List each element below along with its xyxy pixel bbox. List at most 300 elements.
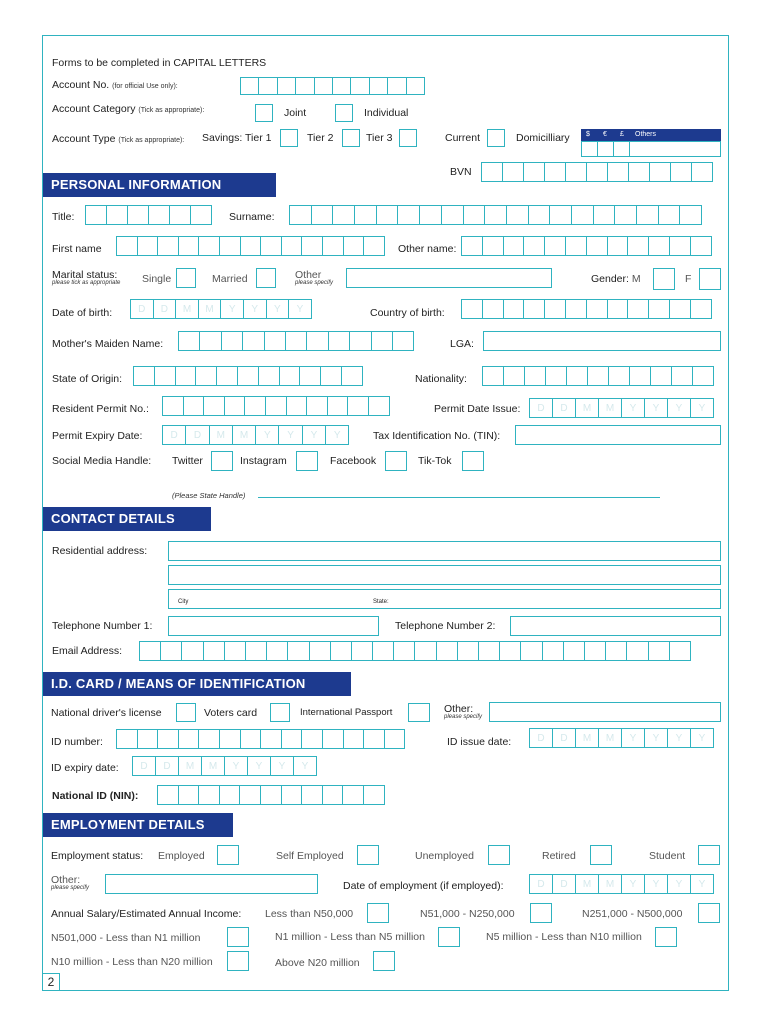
- char-cell[interactable]: [605, 641, 627, 661]
- char-cell[interactable]: [649, 162, 671, 182]
- permit-issue-cells[interactable]: [529, 398, 713, 418]
- char-cell[interactable]: [607, 299, 629, 319]
- char-cell[interactable]: [691, 162, 713, 182]
- char-cell[interactable]: Y: [667, 398, 691, 418]
- char-cell[interactable]: [258, 366, 280, 386]
- char-cell[interactable]: M: [175, 299, 199, 319]
- char-cell[interactable]: [299, 366, 321, 386]
- instagram-checkbox[interactable]: [296, 451, 318, 471]
- char-cell[interactable]: [237, 366, 259, 386]
- lga-field[interactable]: [483, 331, 721, 351]
- char-cell[interactable]: [376, 205, 399, 225]
- unemployed-checkbox[interactable]: [488, 845, 510, 865]
- char-cell[interactable]: [240, 77, 259, 95]
- tiktok-checkbox[interactable]: [462, 451, 484, 471]
- char-cell[interactable]: [286, 396, 308, 416]
- country-birth-cells[interactable]: [461, 299, 711, 319]
- tin-field[interactable]: [515, 425, 721, 445]
- other-name-cells[interactable]: [461, 236, 711, 256]
- char-cell[interactable]: [327, 396, 349, 416]
- char-cell[interactable]: [565, 236, 587, 256]
- student-checkbox[interactable]: [698, 845, 720, 865]
- char-cell[interactable]: [690, 236, 712, 256]
- char-cell[interactable]: [349, 331, 371, 351]
- char-cell[interactable]: [219, 729, 241, 749]
- char-cell[interactable]: [419, 205, 442, 225]
- surname-cells[interactable]: [289, 205, 701, 225]
- drivers-license-checkbox[interactable]: [176, 703, 196, 722]
- id-issue-cells[interactable]: [529, 728, 713, 748]
- joint-checkbox[interactable]: [255, 104, 273, 122]
- char-cell[interactable]: [245, 641, 267, 661]
- char-cell[interactable]: [342, 785, 364, 805]
- char-cell[interactable]: [106, 205, 128, 225]
- char-cell[interactable]: Y: [621, 398, 645, 418]
- char-cell[interactable]: [221, 331, 243, 351]
- char-cell[interactable]: [198, 729, 220, 749]
- char-cell[interactable]: [181, 641, 203, 661]
- passport-checkbox[interactable]: [408, 703, 430, 722]
- char-cell[interactable]: D: [529, 874, 553, 894]
- tier3-checkbox[interactable]: [399, 129, 417, 147]
- first-name-label: First name: [52, 243, 102, 255]
- currency-checkboxes[interactable]: [581, 141, 720, 157]
- char-cell[interactable]: [628, 162, 650, 182]
- salary-option-1-checkbox[interactable]: [367, 903, 389, 923]
- char-cell[interactable]: [482, 366, 504, 386]
- char-cell[interactable]: [565, 299, 587, 319]
- char-cell[interactable]: D: [552, 728, 576, 748]
- char-cell[interactable]: [690, 299, 712, 319]
- char-cell[interactable]: [306, 396, 328, 416]
- char-cell[interactable]: Y: [266, 299, 290, 319]
- char-cell[interactable]: Y: [644, 728, 668, 748]
- currency-usd-checkbox[interactable]: [581, 141, 598, 157]
- char-cell[interactable]: [524, 366, 546, 386]
- char-cell[interactable]: [523, 299, 545, 319]
- char-cell[interactable]: [148, 205, 170, 225]
- dob-cells[interactable]: [130, 299, 311, 319]
- salary-option-5-checkbox[interactable]: [438, 927, 460, 947]
- char-cell[interactable]: [414, 641, 436, 661]
- char-cell[interactable]: [289, 205, 312, 225]
- char-cell[interactable]: Y: [247, 756, 271, 776]
- salary-option-4-checkbox[interactable]: [227, 927, 249, 947]
- currency-header: [581, 129, 721, 141]
- char-cell[interactable]: [341, 366, 363, 386]
- char-cell[interactable]: M: [598, 874, 622, 894]
- char-cell[interactable]: [593, 205, 616, 225]
- char-cell[interactable]: M: [598, 728, 622, 748]
- char-cell[interactable]: M: [209, 425, 233, 445]
- char-cell[interactable]: Y: [278, 425, 302, 445]
- char-cell[interactable]: [133, 366, 155, 386]
- char-cell[interactable]: [506, 205, 529, 225]
- char-cell[interactable]: [586, 236, 608, 256]
- char-cell[interactable]: Y: [667, 728, 691, 748]
- char-cell[interactable]: [157, 729, 179, 749]
- char-cell[interactable]: M: [198, 299, 222, 319]
- char-cell[interactable]: [436, 641, 458, 661]
- char-cell[interactable]: [116, 236, 138, 256]
- char-cell[interactable]: [627, 236, 649, 256]
- char-cell[interactable]: [199, 331, 221, 351]
- char-cell[interactable]: [240, 236, 262, 256]
- char-cell[interactable]: [482, 299, 504, 319]
- char-cell[interactable]: Y: [690, 398, 714, 418]
- char-cell[interactable]: [566, 366, 588, 386]
- char-cell[interactable]: [478, 641, 500, 661]
- char-cell[interactable]: [266, 641, 288, 661]
- salary-option-8-checkbox[interactable]: [373, 951, 395, 971]
- char-cell[interactable]: [484, 205, 507, 225]
- char-cell[interactable]: [671, 366, 693, 386]
- char-cell[interactable]: [178, 729, 200, 749]
- char-cell[interactable]: [264, 331, 286, 351]
- char-cell[interactable]: [137, 729, 159, 749]
- first-name-cells[interactable]: [116, 236, 384, 256]
- char-cell[interactable]: [669, 299, 691, 319]
- char-cell[interactable]: [369, 77, 388, 95]
- char-cell[interactable]: [309, 641, 331, 661]
- char-cell[interactable]: [544, 236, 566, 256]
- char-cell[interactable]: Y: [224, 756, 248, 776]
- char-cell[interactable]: M: [178, 756, 202, 776]
- char-cell[interactable]: M: [575, 874, 599, 894]
- title-cells[interactable]: [85, 205, 211, 225]
- char-cell[interactable]: [157, 236, 179, 256]
- char-cell[interactable]: [397, 205, 420, 225]
- char-cell[interactable]: [523, 236, 545, 256]
- char-cell[interactable]: [162, 396, 184, 416]
- char-cell[interactable]: [648, 236, 670, 256]
- char-cell[interactable]: [351, 641, 373, 661]
- char-cell[interactable]: Y: [243, 299, 267, 319]
- char-cell[interactable]: [528, 205, 551, 225]
- char-cell[interactable]: [563, 641, 585, 661]
- char-cell[interactable]: D: [529, 398, 553, 418]
- char-cell[interactable]: [281, 729, 303, 749]
- handle-line[interactable]: [258, 497, 660, 498]
- char-cell[interactable]: [314, 77, 333, 95]
- char-cell[interactable]: [523, 162, 545, 182]
- char-cell[interactable]: [301, 729, 323, 749]
- char-cell[interactable]: [203, 641, 225, 661]
- char-cell[interactable]: [372, 641, 394, 661]
- char-cell[interactable]: [503, 366, 525, 386]
- char-cell[interactable]: [363, 785, 385, 805]
- char-cell[interactable]: [549, 205, 572, 225]
- char-cell[interactable]: [363, 729, 385, 749]
- char-cell[interactable]: [295, 77, 314, 95]
- char-cell[interactable]: [332, 205, 355, 225]
- char-cell[interactable]: [137, 236, 159, 256]
- char-cell[interactable]: [260, 785, 282, 805]
- char-cell[interactable]: [219, 236, 241, 256]
- char-cell[interactable]: [178, 236, 200, 256]
- nin-cells[interactable]: [157, 785, 384, 805]
- resident-permit-cells[interactable]: [162, 396, 389, 416]
- char-cell[interactable]: [368, 396, 390, 416]
- twitter-checkbox[interactable]: [211, 451, 233, 471]
- salary-option-6: N5 million - Less than N10 million: [486, 931, 642, 943]
- employment-other-field[interactable]: [105, 874, 318, 894]
- char-cell[interactable]: [648, 299, 670, 319]
- char-cell[interactable]: M: [232, 425, 256, 445]
- char-cell[interactable]: Y: [255, 425, 279, 445]
- char-cell[interactable]: Y: [220, 299, 244, 319]
- char-cell[interactable]: [544, 299, 566, 319]
- char-cell[interactable]: [571, 205, 594, 225]
- char-cell[interactable]: [279, 366, 301, 386]
- permit-expiry-cells[interactable]: [162, 425, 348, 445]
- facebook-checkbox[interactable]: [385, 451, 407, 471]
- char-cell[interactable]: [461, 236, 483, 256]
- char-cell[interactable]: [503, 236, 525, 256]
- char-cell[interactable]: [258, 77, 277, 95]
- employment-other-label: Other:: [51, 874, 81, 886]
- char-cell[interactable]: [461, 299, 483, 319]
- char-cell[interactable]: D: [552, 874, 576, 894]
- salary-option-7-checkbox[interactable]: [227, 951, 249, 971]
- individual-checkbox[interactable]: [335, 104, 353, 122]
- gender-m-checkbox[interactable]: [653, 268, 675, 290]
- char-cell[interactable]: [482, 236, 504, 256]
- char-cell[interactable]: Y: [288, 299, 312, 319]
- char-cell[interactable]: Y: [690, 874, 714, 894]
- email-cells[interactable]: [139, 641, 690, 661]
- char-cell[interactable]: [520, 641, 542, 661]
- currency-others-field[interactable]: [629, 141, 721, 157]
- char-cell[interactable]: D: [153, 299, 177, 319]
- address-line-1[interactable]: [168, 541, 721, 561]
- char-cell[interactable]: [607, 162, 629, 182]
- char-cell[interactable]: [203, 396, 225, 416]
- char-cell[interactable]: D: [162, 425, 186, 445]
- char-cell[interactable]: [301, 236, 323, 256]
- char-cell[interactable]: [157, 785, 179, 805]
- address-line-2[interactable]: [168, 565, 721, 585]
- gender-f-checkbox[interactable]: [699, 268, 721, 290]
- char-cell[interactable]: [311, 205, 334, 225]
- char-cell[interactable]: [343, 236, 365, 256]
- tel1-field[interactable]: [168, 616, 379, 636]
- char-cell[interactable]: D: [529, 728, 553, 748]
- char-cell[interactable]: [371, 331, 393, 351]
- char-cell[interactable]: [607, 236, 629, 256]
- char-cell[interactable]: [650, 366, 672, 386]
- tier2-checkbox[interactable]: [342, 129, 360, 147]
- char-cell[interactable]: [285, 331, 307, 351]
- self-employed-checkbox[interactable]: [357, 845, 379, 865]
- char-cell[interactable]: [354, 205, 377, 225]
- char-cell[interactable]: D: [155, 756, 179, 776]
- char-cell[interactable]: [350, 77, 369, 95]
- char-cell[interactable]: [301, 785, 323, 805]
- char-cell[interactable]: [154, 366, 176, 386]
- char-cell[interactable]: [281, 236, 303, 256]
- char-cell[interactable]: Y: [667, 874, 691, 894]
- currency-gbp-checkbox[interactable]: [613, 141, 630, 157]
- char-cell[interactable]: [692, 366, 714, 386]
- voters-card-checkbox[interactable]: [270, 703, 290, 722]
- salary-option-3-checkbox[interactable]: [698, 903, 720, 923]
- char-cell[interactable]: [281, 785, 303, 805]
- retired-checkbox[interactable]: [590, 845, 612, 865]
- char-cell[interactable]: [178, 785, 200, 805]
- char-cell[interactable]: [224, 641, 246, 661]
- char-cell[interactable]: M: [575, 398, 599, 418]
- employed-checkbox[interactable]: [217, 845, 239, 865]
- tier1-checkbox[interactable]: [280, 129, 298, 147]
- char-cell[interactable]: [216, 366, 238, 386]
- char-cell[interactable]: [260, 729, 282, 749]
- char-cell[interactable]: [320, 366, 342, 386]
- char-cell[interactable]: Y: [325, 425, 349, 445]
- char-cell[interactable]: [669, 236, 691, 256]
- char-cell[interactable]: [363, 236, 385, 256]
- char-cell[interactable]: [626, 641, 648, 661]
- char-cell[interactable]: [169, 205, 191, 225]
- salary-option-6-checkbox[interactable]: [655, 927, 677, 947]
- char-cell[interactable]: Y: [644, 874, 668, 894]
- char-cell[interactable]: M: [598, 398, 622, 418]
- date-employment-cells[interactable]: [529, 874, 713, 894]
- char-cell[interactable]: [441, 205, 464, 225]
- char-cell[interactable]: M: [575, 728, 599, 748]
- char-cell[interactable]: [387, 77, 406, 95]
- char-cell[interactable]: [224, 396, 246, 416]
- char-cell[interactable]: [544, 162, 566, 182]
- char-cell[interactable]: [502, 162, 524, 182]
- char-cell[interactable]: [175, 366, 197, 386]
- char-cell[interactable]: [658, 205, 681, 225]
- char-cell[interactable]: D: [185, 425, 209, 445]
- char-cell[interactable]: D: [552, 398, 576, 418]
- char-cell[interactable]: Y: [270, 756, 294, 776]
- char-cell[interactable]: [260, 236, 282, 256]
- char-cell[interactable]: [406, 77, 425, 95]
- char-cell[interactable]: Y: [621, 728, 645, 748]
- char-cell[interactable]: [542, 641, 564, 661]
- char-cell[interactable]: [499, 641, 521, 661]
- char-cell[interactable]: [183, 396, 205, 416]
- char-cell[interactable]: [608, 366, 630, 386]
- char-cell[interactable]: Y: [621, 874, 645, 894]
- char-cell[interactable]: [545, 366, 567, 386]
- single-checkbox[interactable]: [176, 268, 196, 288]
- char-cell[interactable]: [240, 729, 262, 749]
- char-cell[interactable]: [629, 366, 651, 386]
- char-cell[interactable]: [565, 162, 587, 182]
- char-cell[interactable]: [636, 205, 659, 225]
- char-cell[interactable]: [481, 162, 503, 182]
- char-cell[interactable]: [648, 641, 670, 661]
- current-checkbox[interactable]: [487, 129, 505, 147]
- char-cell[interactable]: [332, 77, 351, 95]
- gender-f-label: F: [685, 273, 692, 285]
- char-cell[interactable]: [679, 205, 702, 225]
- char-cell[interactable]: [160, 641, 182, 661]
- account-no-cells[interactable]: [240, 77, 424, 95]
- currency-gbp: £: [620, 131, 624, 138]
- char-cell[interactable]: [322, 236, 344, 256]
- char-cell[interactable]: Y: [690, 728, 714, 748]
- char-cell[interactable]: [586, 299, 608, 319]
- char-cell[interactable]: [587, 366, 609, 386]
- char-cell[interactable]: [322, 785, 344, 805]
- char-cell[interactable]: [392, 331, 414, 351]
- char-cell[interactable]: D: [130, 299, 154, 319]
- char-cell[interactable]: [127, 205, 149, 225]
- id-number-cells[interactable]: [116, 729, 404, 749]
- address-city-state[interactable]: [168, 589, 721, 609]
- currency-eur-checkbox[interactable]: [597, 141, 614, 157]
- char-cell[interactable]: [306, 331, 328, 351]
- char-cell[interactable]: [244, 396, 266, 416]
- char-cell[interactable]: [343, 729, 365, 749]
- char-cell[interactable]: [265, 396, 287, 416]
- id-expiry-cells[interactable]: [132, 756, 316, 776]
- char-cell[interactable]: [198, 785, 220, 805]
- char-cell[interactable]: [614, 205, 637, 225]
- char-cell[interactable]: [347, 396, 369, 416]
- char-cell[interactable]: [670, 162, 692, 182]
- char-cell[interactable]: [669, 641, 691, 661]
- char-cell[interactable]: [195, 366, 217, 386]
- char-cell[interactable]: [586, 162, 608, 182]
- nationality-cells[interactable]: [482, 366, 713, 386]
- char-cell[interactable]: [457, 641, 479, 661]
- char-cell[interactable]: [627, 299, 649, 319]
- bvn-cells[interactable]: [481, 162, 712, 182]
- char-cell[interactable]: [239, 785, 261, 805]
- char-cell[interactable]: [584, 641, 606, 661]
- char-cell[interactable]: [139, 641, 161, 661]
- salary-option-2-checkbox[interactable]: [530, 903, 552, 923]
- char-cell[interactable]: D: [132, 756, 156, 776]
- char-cell[interactable]: [242, 331, 264, 351]
- char-cell[interactable]: [178, 331, 200, 351]
- char-cell[interactable]: [393, 641, 415, 661]
- char-cell[interactable]: [463, 205, 486, 225]
- id-other-field[interactable]: [489, 702, 721, 722]
- marital-other-field[interactable]: [346, 268, 552, 288]
- char-cell[interactable]: [328, 331, 350, 351]
- permit-issue-label: Permit Date Issue:: [434, 403, 521, 415]
- maiden-name-cells[interactable]: [178, 331, 413, 351]
- char-cell[interactable]: M: [201, 756, 225, 776]
- char-cell[interactable]: [219, 785, 241, 805]
- char-cell[interactable]: [322, 729, 344, 749]
- char-cell[interactable]: Y: [644, 398, 668, 418]
- marital-other-label: Other: [295, 269, 322, 281]
- char-cell[interactable]: Y: [293, 756, 317, 776]
- char-cell[interactable]: Y: [302, 425, 326, 445]
- char-cell[interactable]: [116, 729, 138, 749]
- char-cell[interactable]: [384, 729, 406, 749]
- married-checkbox[interactable]: [256, 268, 276, 288]
- char-cell[interactable]: [277, 77, 296, 95]
- char-cell[interactable]: [85, 205, 107, 225]
- char-cell[interactable]: [330, 641, 352, 661]
- char-cell[interactable]: [503, 299, 525, 319]
- char-cell[interactable]: [287, 641, 309, 661]
- tel2-field[interactable]: [510, 616, 721, 636]
- state-origin-cells[interactable]: [133, 366, 362, 386]
- char-cell[interactable]: [198, 236, 220, 256]
- char-cell[interactable]: [190, 205, 212, 225]
